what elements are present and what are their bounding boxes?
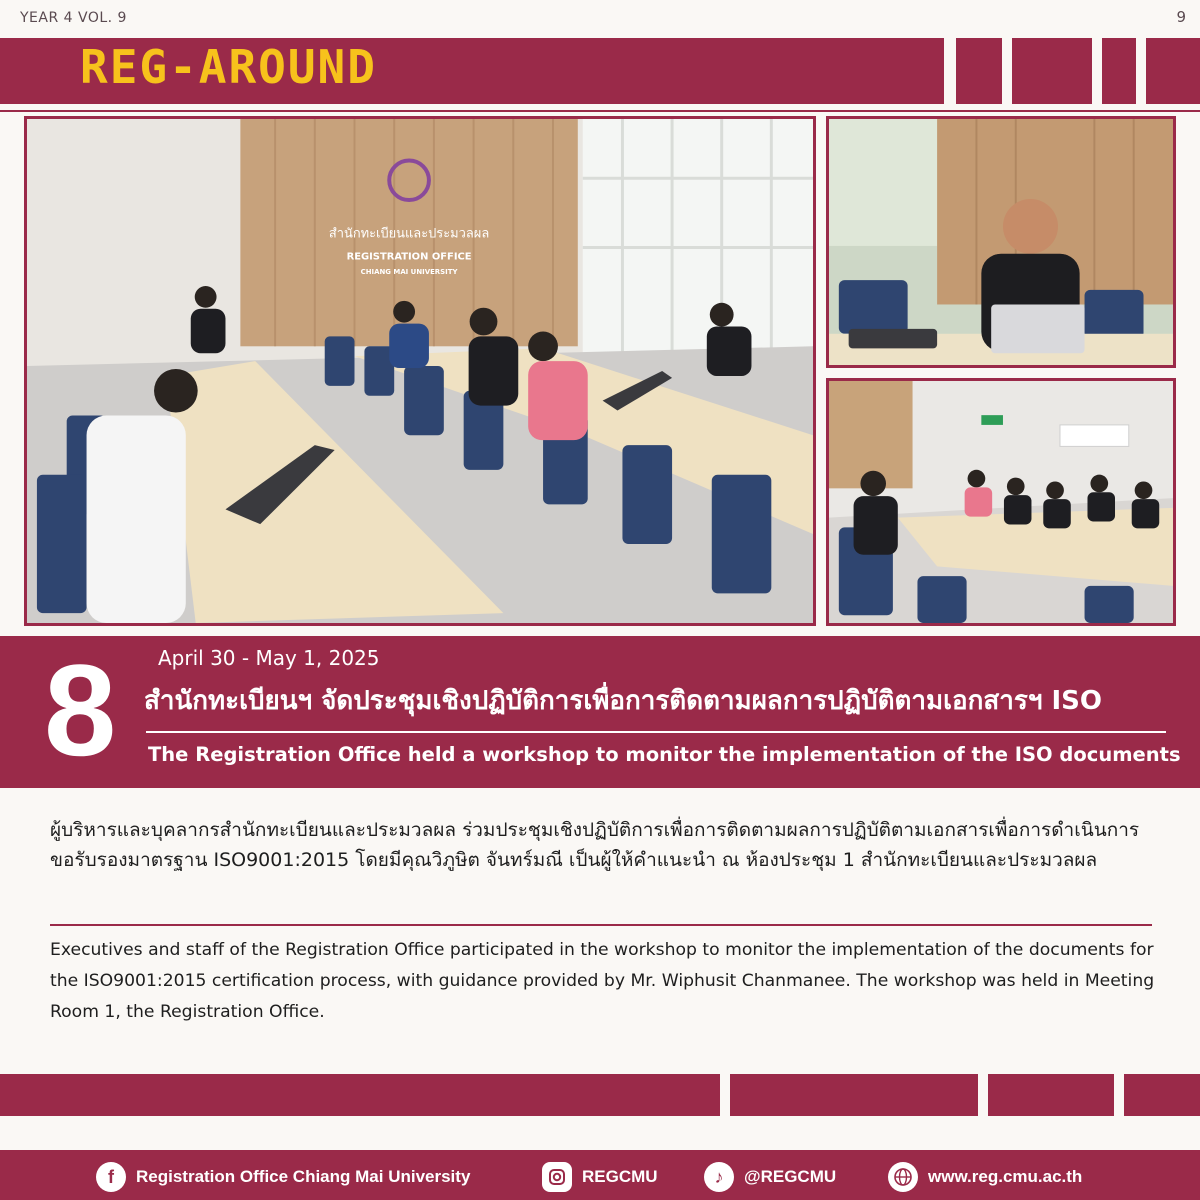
header-block	[1012, 38, 1092, 104]
body-divider	[50, 924, 1152, 926]
tiktok-label: @REGCMU	[744, 1167, 837, 1186]
sign-thai: สำนักทะเบียนและประมวลผล	[328, 226, 490, 242]
article-body-english: Executives and staff of the Registration Office participated in the workshop to monitor the implementation of the documents for the ISO9001:2015 certification process, with guidance provided by Mr. Wiphusit Chanmanee. The workshop was held in Meeting Room 1, the Registration Office.	[50, 940, 1155, 1022]
globe-icon	[888, 1162, 918, 1192]
website-label: www.reg.cmu.ac.th	[928, 1167, 1083, 1186]
issue-label: YEAR 4 VOL. 9	[20, 10, 127, 26]
speaker-photo	[826, 116, 1176, 368]
header-block	[956, 38, 1002, 104]
facebook-icon: f	[96, 1162, 126, 1192]
article-date: April 30 - May 1, 2025	[158, 646, 380, 670]
page-number: 9	[1176, 8, 1186, 26]
article-title-english: The Registration Office held a workshop to monitor the implementation of the ISO documents	[148, 743, 1181, 766]
header-block	[1102, 38, 1136, 104]
article-body-thai: ผู้บริหารและบุคลากรสำนักทะเบียนและประมวลผล ร่วมประชุมเชิงปฏิบัติการเพื่อการติดตามผลการปฏิบัติตามเอกสารเพื่อการดำเนินการขอรับรองมาตรฐาน ISO9001:2015 โดยมีคุณวิภูษิต จันทร์มณี เป็นผู้ให้คำแนะนำ ณ ห้องประชุม 1 สำนักทะเบียนและประมวลผล	[50, 819, 1140, 871]
instagram-label: REGCMU	[582, 1167, 658, 1186]
page-title: REG-AROUND	[80, 40, 377, 94]
decor-bar	[1124, 1074, 1200, 1116]
footer-instagram-link[interactable]	[542, 1162, 658, 1192]
sign-en-2: CHIANG MAI UNIVERSITY	[360, 268, 458, 277]
sign-en-1: REGISTRATION OFFICE	[346, 251, 472, 263]
footer	[0, 1150, 1200, 1200]
main-photo	[24, 116, 816, 626]
room-photo	[826, 378, 1176, 626]
decor-bar	[730, 1074, 978, 1116]
footer-tiktok-link[interactable]	[704, 1162, 836, 1192]
decor-bar	[988, 1074, 1114, 1116]
facebook-label: Registration Office Chiang Mai University	[136, 1167, 471, 1186]
instagram-icon	[542, 1162, 572, 1192]
tiktok-icon: ♪	[704, 1162, 734, 1192]
header-divider	[0, 110, 1200, 112]
article-title-thai: สำนักทะเบียนฯ จัดประชุมเชิงปฏิบัติการเพื่อการติดตามผลการปฏิบัติตามเอกสารฯ ISO	[144, 686, 1102, 716]
article-number: 8	[44, 637, 117, 783]
footer-facebook-link[interactable]	[96, 1162, 470, 1192]
footer-website-link[interactable]	[888, 1162, 1082, 1192]
title-divider	[146, 731, 1166, 733]
header-block	[1146, 38, 1200, 104]
decor-bar	[0, 1074, 720, 1116]
